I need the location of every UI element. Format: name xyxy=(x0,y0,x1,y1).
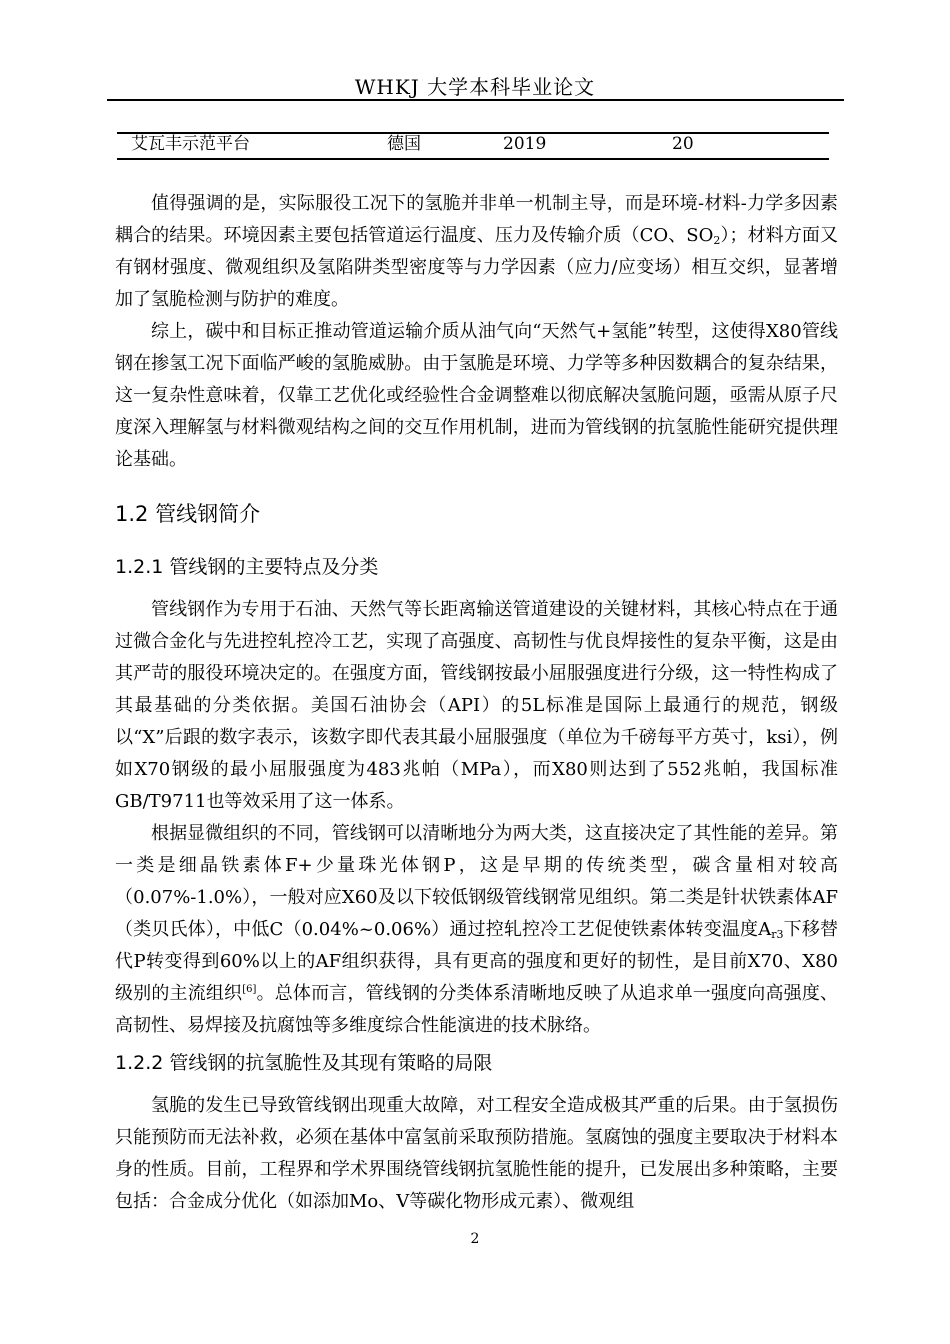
body-content xyxy=(115,188,838,1218)
table-cell-name: 艾瓦丰示范平台 xyxy=(131,134,250,154)
table-bottom-rule xyxy=(117,158,829,160)
section-heading-1-2-2: 1.2.2 管线钢的抗氢脆性及其现有策略的局限 xyxy=(115,1052,493,1074)
table-cell-value: 20 xyxy=(672,134,694,154)
paragraph-text: 根据显微组织的不同，管线钢可以清晰地分为两大类，这直接决定了其性能的差异。第一类是细晶铁素体F+少量珠光体钢P，这是早期的传统类型，碳含量相对较高（0.07%-1.0%），一般对应X60及以下较低钢级管线钢常见组织。第二类是针状铁素体AF（类贝氏体），中低C（0.04%~0.06%）通过控轧控冷工艺促使铁素体转变温度A xyxy=(115,823,838,940)
paragraph-text: 值得强调的是，实际服役工况下的氢脆并非单一机制主导，而是环境-材料-力学多因素耦合的结果。环境因素主要包括管道运行温度、压力及传输介质（CO、SO xyxy=(115,193,838,246)
header-rule xyxy=(107,99,844,101)
paragraph-microstructure-classification xyxy=(115,818,838,1042)
subscript: 2 xyxy=(713,234,721,247)
table-cell-year: 2019 xyxy=(503,134,547,154)
paragraph-summary: 综上，碳中和目标正推动管道运输介质从油气向“天然气+氢能”转型，这使得X80管线钢在掺氢工况下面临严峻的氢脆威胁。由于氢脆是环境、力学等多种因数耦合的复杂结果，这一复杂性意味着，仅靠工艺优化或经验性合金调整难以彻底解决氢脆问题，亟需从原子尺度深入理解氢与材料微观结构之间的交互作用机制，进而为管线钢的抗氢脆性能研究提供理论基础。 xyxy=(115,321,838,470)
paragraph-text: 下移替代P转变得到60%以上的AF组织获得，具有更高的强度和更好的韧性，是目前X70、X80级别的主流组织 xyxy=(115,919,839,1004)
paragraph-hydrogen-coupling xyxy=(115,188,838,316)
paragraph-hydrogen-strategies: 氢脆的发生已导致管线钢出现重大故障，对工程安全造成极其严重的后果。由于氢损伤只能预防而无法补救，必须在基体中富氢前采取预防措施。氢腐蚀的强度主要取决于材料本身的性质。目前，工程界和学术界围绕管线钢抗氢脆性能的提升，已发展出多种策略，主要包括：合金成分优化（如添加Mo、V等碳化物形成元素）、微观组 xyxy=(115,1095,838,1212)
page-number: 2 xyxy=(470,1231,480,1247)
subscript: r3 xyxy=(771,928,784,941)
paragraph-pipeline-steel-features: 管线钢作为专用于石油、天然气等长距离输送管道建设的关键材料，其核心特点在于通过微合金化与先进控轧控冷工艺，实现了高强度、高韧性与优良焊接性的复杂平衡，这是由其严苛的服役环境决定的。在强度方面，管线钢按最小屈服强度进行分级，这一特性构成了其最基础的分类依据。美国石油协会（API）的5L标准是国际上最通行的规范，钢级以“X”后跟的数字表示，该数字即代表其最小屈服强度（单位为千磅每平方英寸，ksi），例如X70钢级的最小屈服强度为483兆帕（MPa），而X80则达到了552兆帕，我国标准GB/T9711也等效采用了这一体系。 xyxy=(115,599,838,812)
table-cell-country: 德国 xyxy=(387,134,421,154)
section-heading-1-2-1: 1.2.1 管线钢的主要特点及分类 xyxy=(115,556,379,578)
paragraph-text: 。总体而言，管线钢的分类体系清晰地反映了从追求单一强度向高强度、高韧性、易焊接及抗腐蚀等多维度综合性能演进的技术脉络。 xyxy=(115,983,839,1036)
running-header: WHKJ 大学本科毕业论文 xyxy=(354,75,596,99)
section-heading-1-2: 1.2 管线钢简介 xyxy=(115,502,261,526)
paragraph-text: ）；材料方面又有钢材强度、微观组织及氢陷阱类型密度等与力学因素（应力/应变场）相互交织，显著增加了氢脆检测与防护的难度。 xyxy=(115,225,838,310)
citation-ref: [6] xyxy=(242,984,257,995)
